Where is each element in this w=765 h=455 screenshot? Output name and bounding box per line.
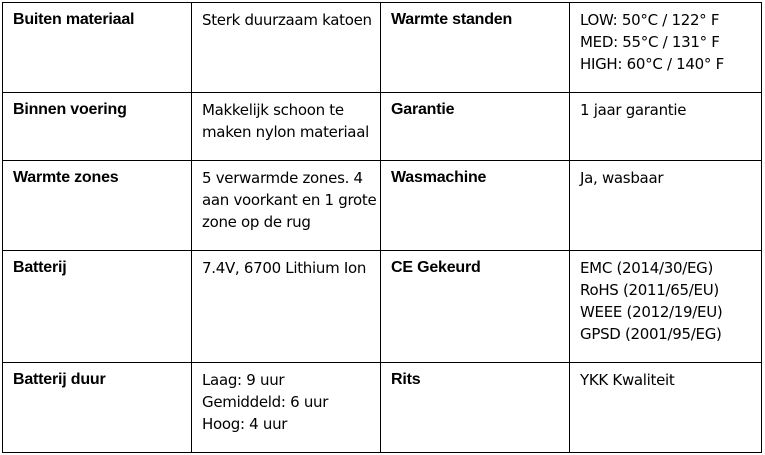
spec-label-zipper: Rits bbox=[381, 363, 570, 453]
value-line: YKK Kwaliteit bbox=[580, 371, 675, 389]
spec-value-battery bbox=[192, 251, 381, 363]
spec-value-zipper bbox=[570, 363, 762, 453]
value-line: aan voorkant en 1 grote bbox=[202, 191, 377, 209]
value-line: Gemiddeld: 6 uur bbox=[202, 393, 329, 411]
value-line: EMC (2014/30/EG) bbox=[580, 259, 714, 277]
value-line: LOW: 50°C / 122° F bbox=[580, 11, 720, 29]
spec-value-warranty bbox=[570, 93, 762, 161]
value-line: Laag: 9 uur bbox=[202, 371, 285, 389]
table-row bbox=[3, 251, 762, 363]
table-row bbox=[3, 161, 762, 251]
spec-value-inner-lining bbox=[192, 93, 381, 161]
table-row bbox=[3, 3, 762, 93]
value-line: zone op de rug bbox=[202, 213, 311, 231]
spec-label-outer-material: Buiten materiaal bbox=[3, 3, 192, 93]
value-line: WEEE (2012/19/EU) bbox=[580, 303, 723, 321]
spec-label-heat-settings: Warmte standen bbox=[381, 3, 570, 93]
value-line: RoHS (2011/65/EU) bbox=[580, 281, 719, 299]
spec-value-outer-material bbox=[192, 3, 381, 93]
value-line: Sterk duurzaam katoen bbox=[202, 11, 372, 29]
spec-value-heat-settings bbox=[570, 3, 762, 93]
spec-label-washing-machine: Wasmachine bbox=[381, 161, 570, 251]
specification-table bbox=[2, 2, 762, 453]
spec-value-heat-zones bbox=[192, 161, 381, 251]
value-line: 5 verwarmde zones. 4 bbox=[202, 169, 363, 187]
value-line: Makkelijk schoon te bbox=[202, 101, 344, 119]
value-line: GPSD (2001/95/EG) bbox=[580, 325, 722, 343]
spec-label-heat-zones: Warmte zones bbox=[3, 161, 192, 251]
value-line: MED: 55°C / 131° F bbox=[580, 33, 720, 51]
value-line: Hoog: 4 uur bbox=[202, 415, 288, 433]
value-line: maken nylon materiaal bbox=[202, 123, 369, 141]
spec-value-battery-duration bbox=[192, 363, 381, 453]
value-line: HIGH: 60°C / 140° F bbox=[580, 55, 724, 73]
spec-value-washing-machine bbox=[570, 161, 762, 251]
table-row bbox=[3, 363, 762, 453]
spec-label-ce-approved: CE Gekeurd bbox=[381, 251, 570, 363]
value-line: 7.4V, 6700 Lithium Ion bbox=[202, 259, 367, 277]
spec-label-battery-duration: Batterij duur bbox=[3, 363, 192, 453]
spec-label-inner-lining: Binnen voering bbox=[3, 93, 192, 161]
table-row bbox=[3, 93, 762, 161]
spec-label-battery: Batterij bbox=[3, 251, 192, 363]
spec-value-ce-approved bbox=[570, 251, 762, 363]
value-line: Ja, wasbaar bbox=[580, 169, 664, 187]
value-line: 1 jaar garantie bbox=[580, 101, 687, 119]
spec-label-warranty: Garantie bbox=[381, 93, 570, 161]
